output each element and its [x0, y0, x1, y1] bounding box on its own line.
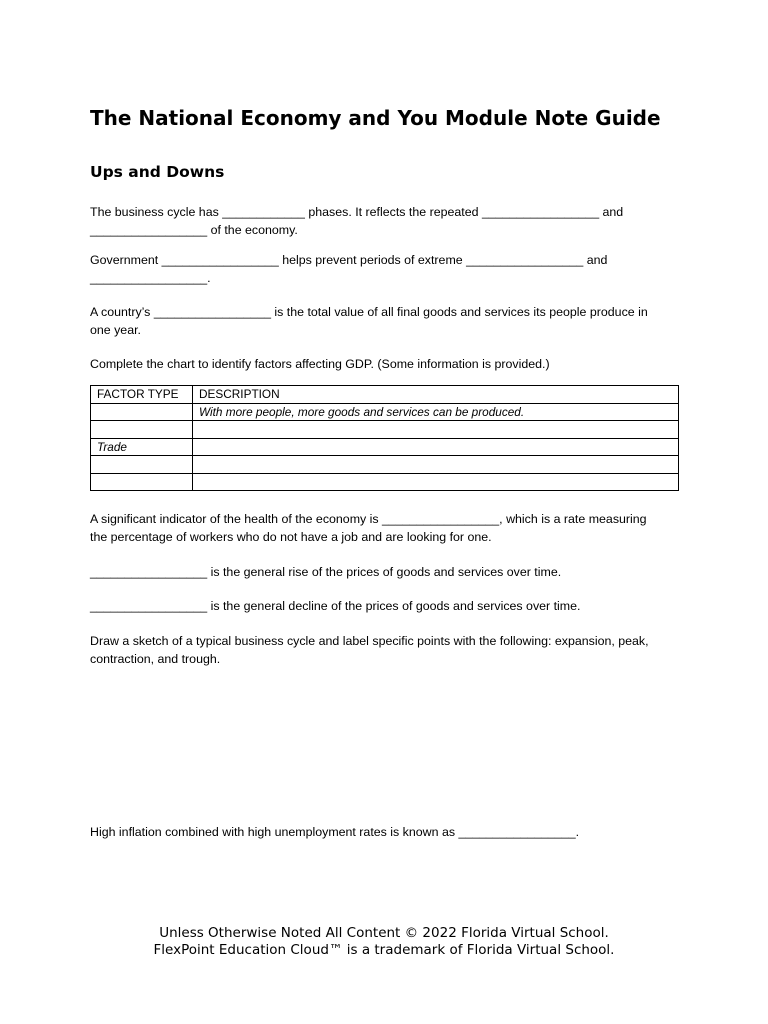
table-cell: [193, 473, 679, 491]
table-row: [91, 421, 679, 439]
government-paragraph: [90, 251, 680, 287]
table-cell: With more people, more goods and services can be produced.: [193, 403, 679, 421]
column-header-description: DESCRIPTION: [193, 386, 679, 404]
page-title: The National Economy and You Module Note Guide: [90, 106, 661, 130]
table-cell: [91, 473, 193, 491]
factors-table: [90, 385, 679, 491]
section-heading: Ups and Downs: [90, 163, 225, 181]
table-cell: [193, 456, 679, 474]
inflation-paragraph: [90, 563, 680, 581]
sketch-instruction: [90, 632, 680, 668]
text-line: Complete the chart to identify factors affecting GDP. (Some information is provided.): [90, 357, 550, 371]
table-cell: [91, 403, 193, 421]
text-line: one year.: [90, 323, 141, 337]
text-line: _________________ is the general rise of the prices of goods and services over time.: [90, 565, 562, 579]
text-line: A significant indicator of the health of the economy is _________________, which is a rate measuring: [90, 512, 647, 526]
gdp-paragraph: [90, 303, 680, 339]
table-header-row: [91, 386, 679, 404]
table-cell: [193, 421, 679, 439]
table-row: [91, 473, 679, 491]
text-line: High inflation combined with high unemployment rates is known as _________________.: [90, 825, 580, 839]
unemployment-paragraph: [90, 510, 680, 546]
text-line: Draw a sketch of a typical business cycle and label specific points with the following: expansion, peak,: [90, 634, 649, 648]
column-header-factor-type: FACTOR TYPE: [91, 386, 193, 404]
stagflation-paragraph: [90, 823, 680, 841]
table-row: [91, 438, 679, 456]
page-footer: [0, 925, 768, 959]
table-cell: Trade: [91, 438, 193, 456]
text-line: Government _________________ helps prevent periods of extreme _________________ and: [90, 253, 608, 267]
deflation-paragraph: [90, 597, 680, 615]
text-line: _________________ is the general decline of the prices of goods and services over time.: [90, 599, 581, 613]
trademark-text: FlexPoint Education Cloud™ is a trademark of Florida Virtual School.: [153, 942, 615, 958]
table-row: [91, 403, 679, 421]
table-cell: [91, 421, 193, 439]
business-cycle-paragraph: [90, 203, 680, 239]
chart-instruction: [90, 355, 680, 373]
text-line: The business cycle has ____________ phases. It reflects the repeated _________________ and: [90, 205, 624, 219]
text-line: _________________ of the economy.: [90, 223, 298, 237]
text-line: the percentage of workers who do not have a job and are looking for one.: [90, 530, 492, 544]
table-cell: [193, 438, 679, 456]
text-line: _________________.: [90, 271, 211, 285]
table-cell: [91, 456, 193, 474]
copyright-text: Unless Otherwise Noted All Content © 2022 Florida Virtual School.: [159, 925, 609, 941]
table-row: [91, 456, 679, 474]
text-line: A country’s _________________ is the total value of all final goods and services its people produce in: [90, 305, 648, 319]
text-line: contraction, and trough.: [90, 652, 221, 666]
